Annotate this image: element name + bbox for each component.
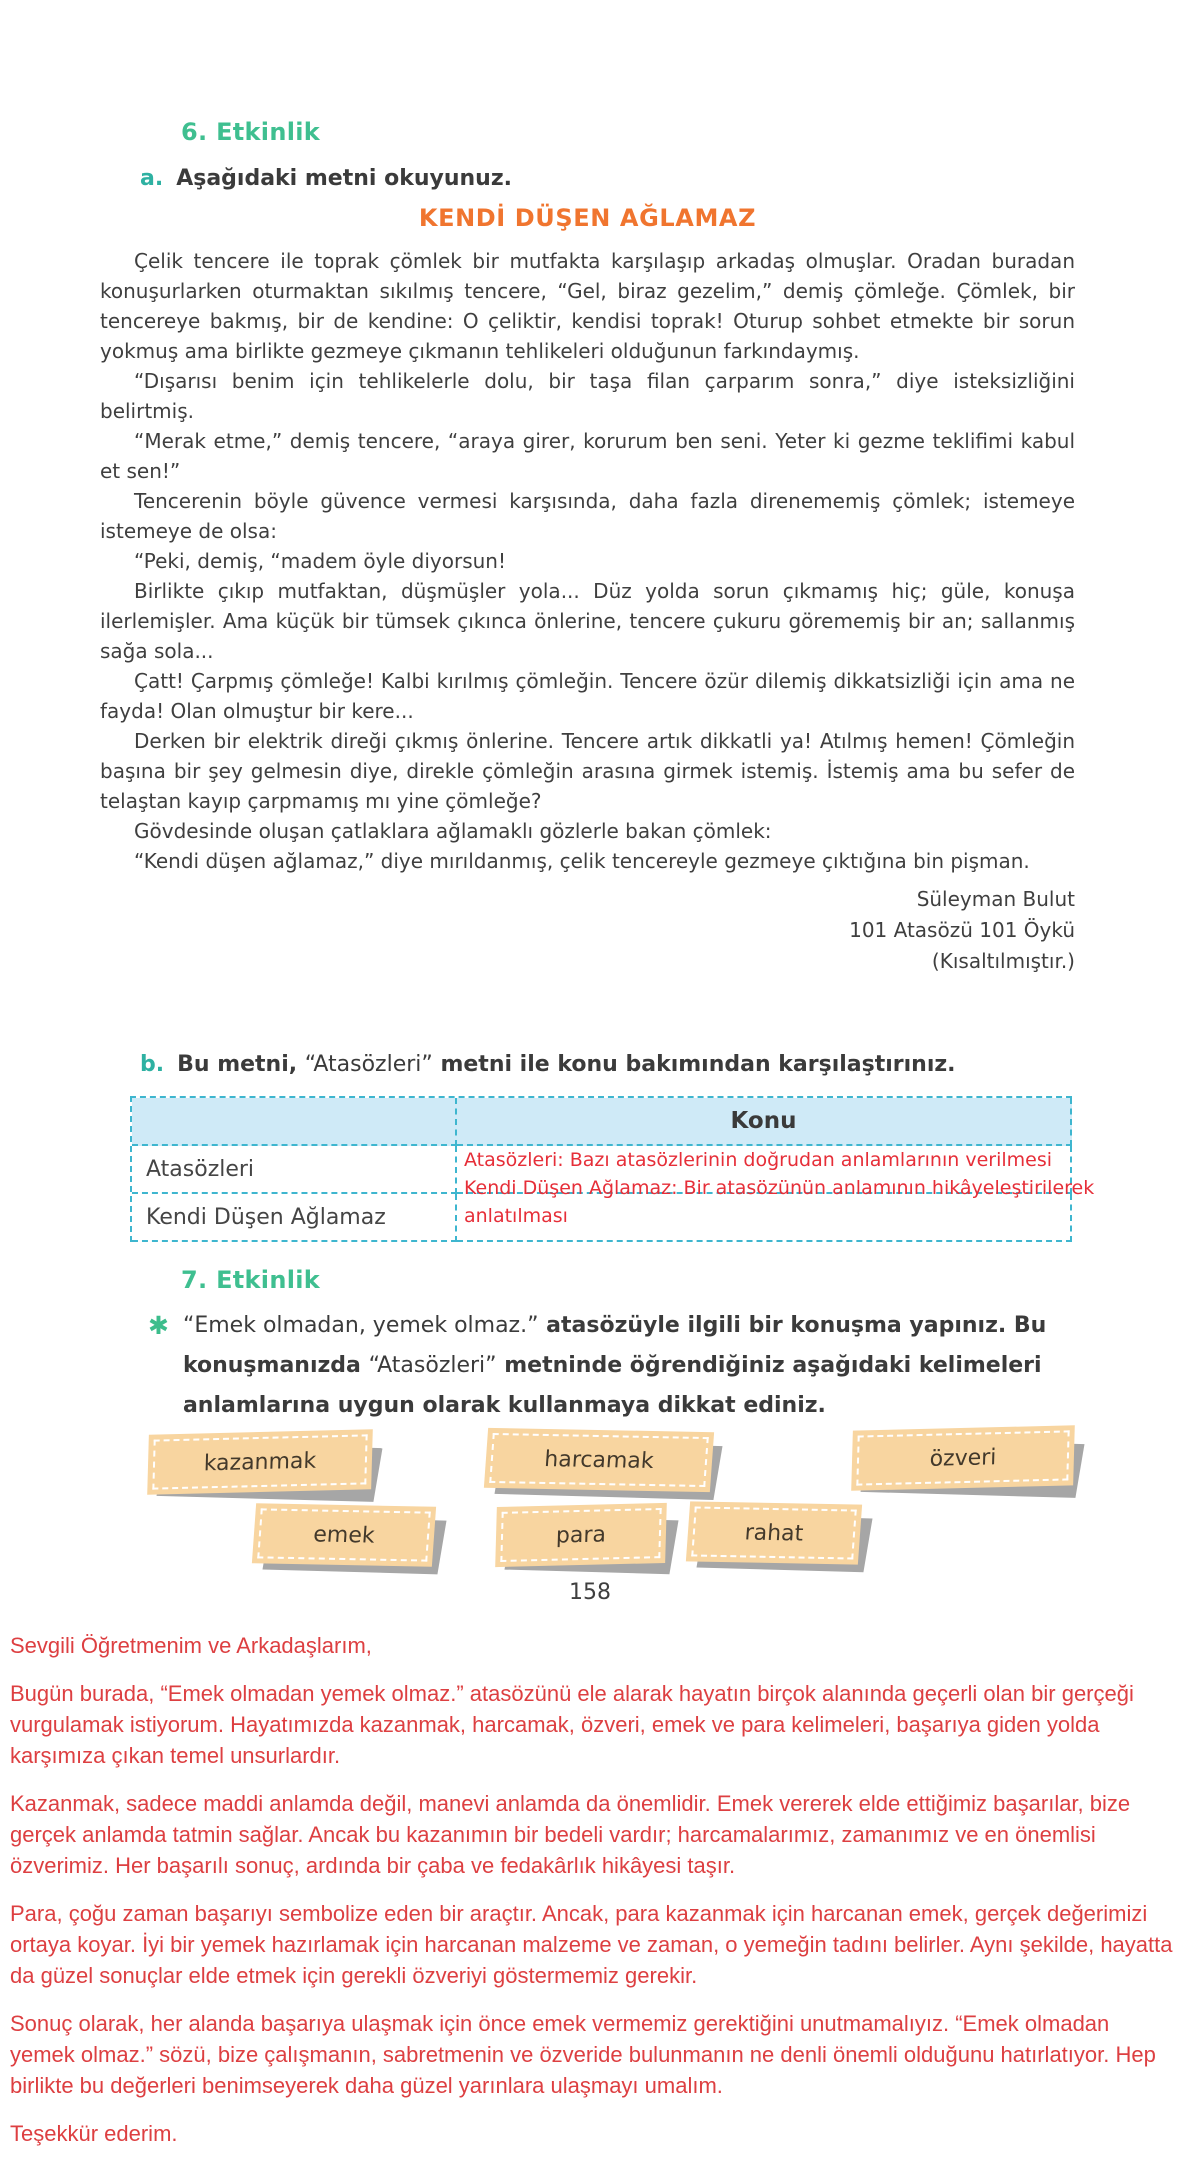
attribution-note: (Kısaltılmıştır.) <box>931 949 1075 973</box>
speech-salutation: Sevgili Öğretmenim ve Arkadaşlarım, <box>10 1633 372 1658</box>
table-header-konu: Konu <box>457 1098 1072 1146</box>
tag-body <box>484 1428 714 1492</box>
tag-label: para <box>555 1521 607 1549</box>
story-title: KENDİ DÜŞEN AĞLAMAZ <box>418 204 757 232</box>
speech-paragraph: Para, çoğu zaman başarıyı sembolize eden bir araçtır. Ancak, para kazanmak için harcanan emek, gerçek değerimizi ortaya koyar. İyi bir yemek hazırlamak için harcanan malzeme ve zaman, o yemeğin tadını belirler. Aynı şekilde, hayatta da güzel sonuçlar elde etmek için gerekli özveriyi göstermemiz gerekir. <box>10 1901 1173 1988</box>
speech-paragraph: Sonuç olarak, her alanda başarıya ulaşmak için önce emek vermemiz gerektiğini unutmamalıyız. “Emek olmadan yemek olmaz.” sözü, bize çalışmanın, sabretmenin ve özveride bulunmanın ne denli önemli olduğunu hatırlatıyor. Hep birlikte bu değerleri benimseyerek daha güzel yarınlara ulaşmayı umalım. <box>10 2011 1156 2098</box>
activity-6-heading: 6. Etkinlik <box>181 118 321 146</box>
tag-body <box>252 1503 436 1566</box>
story-paragraph: “Kendi düşen ağlamaz,” diye mırıldanmış, çelik tencereyle gezmeye çıktığına bin pişman. <box>134 849 1030 873</box>
answer-line: Kendi Düşen Ağlamaz: Bir atasözünün anlamının hikâyeleştirilerek <box>464 1177 1095 1199</box>
tag-label: rahat <box>743 1519 805 1547</box>
table-row-label-atasozleri: Atasözleri <box>132 1146 457 1194</box>
tag-label: özveri <box>929 1444 997 1472</box>
activity-7-instruction <box>148 1306 1078 1426</box>
star-bullet-icon: ✱ <box>148 1311 169 1340</box>
answer-line: Atasözleri: Bazı atasözlerinin doğrudan anlamlarının verilmesi <box>464 1149 1053 1171</box>
table-row-label-kendi-dusen-aglamaz: Kendi Düşen Ağlamaz <box>132 1194 457 1242</box>
quoted-text-title: “Atasözleri” <box>368 1353 497 1378</box>
story-paragraph: “Merak etme,” demiş tencere, “araya girer, korurum ben seni. Yeter ki gezme teklifimi kabul et sen!” <box>100 429 1075 483</box>
word-tag-kazanmak <box>148 1432 372 1492</box>
item-b-quoted-title: “Atasözleri” <box>304 1052 433 1077</box>
word-tag-rahat <box>688 1503 860 1563</box>
handwritten-answer <box>464 1146 1104 1230</box>
story-paragraph: “Peki, demiş, “madem öyle diyorsun! <box>134 549 506 573</box>
comparison-table <box>130 1096 1095 1240</box>
story-paragraph: Çelik tencere ile toprak çömlek bir mutfakta karşılaşıp arkadaş olmuşlar. Oradan buradan konuşurlarken oturmaktan sıkılmış tencere, “Gel, biraz gezelim,” demiş çömleğe. Çömlek, bir tencereye bakmış, bir de kendine: O çeliktir, kendisi toprak! Oturup sohbet etmekte bir sorun yokmuş ama birlikte gezmeye çıkmanın tehlikeleri olduğunun farkındaymış. <box>100 249 1075 363</box>
story-text <box>100 246 1075 977</box>
activity-7-instruction-text: “Emek olmadan, yemek olmaz.” atasözüyle ilgili bir konuşma yapınız. Bu konuşmanızda “Atasözleri” metninde öğrendiğiniz aşağıdaki kelimeleri anlamlarına uygun olarak kullanmaya dikkat ediniz. <box>182 1313 1047 1418</box>
tag-body <box>147 1429 373 1495</box>
story-paragraph: “Dışarısı benim için tehlikelerle dolu, bir taşa filan çarparım sonra,” diye isteksizliğini belirtmiş. <box>100 369 1075 423</box>
tag-label: emek <box>312 1521 376 1549</box>
word-tag-harcamak <box>486 1430 712 1490</box>
story-paragraph: Derken bir elektrik direği çıkmış önlerine. Tencere artık dikkatli ya! Atılmış hemen! Çömleğin başına bir şey gelmesin diye, direkle çömleğin arasına girmek istemiş. İstemiş ama bu sefer de telaştan kayıp çarpmamış mı yine çömleğe? <box>100 729 1075 813</box>
item-a-marker: a. <box>140 166 164 191</box>
story-paragraph: Çatt! Çarpmış çömleğe! Kalbi kırılmış çömleğin. Tencere özür dilemiş dikkatsizliği için ama ne fayda! Olan olmuştur bir kere... <box>100 669 1075 723</box>
tag-body <box>495 1503 667 1567</box>
quoted-proverb: “Emek olmadan, yemek olmaz.” <box>182 1313 539 1338</box>
page-number: 158 <box>569 1580 611 1605</box>
student-speech-text <box>10 1630 1174 2166</box>
activity-7-heading: 7. Etkinlik <box>181 1266 321 1294</box>
item-b-text: Bu metni, “Atasözleri” metni ile konu bakımından karşılaştırınız. <box>177 1052 956 1077</box>
word-tag-para <box>496 1505 666 1565</box>
word-tag-ozveri <box>852 1428 1074 1488</box>
answer-line: anlatılması <box>464 1205 568 1227</box>
tag-body <box>851 1425 1075 1490</box>
speech-paragraph: Kazanmak, sadece maddi anlamda değil, manevi anlamda da önemlidir. Emek vererek elde ettiğimiz başarılar, bize gerçek anlamda tatmin sağlar. Ancak bu kazanımın bir bedeli vardır; harcamalarımız, zamanımız ve en önemlisi özverimiz. Her başarılı sonuç, ardında bir çaba ve fedakârlık hikâyesi taşır. <box>10 1791 1131 1878</box>
speech-paragraph: Bugün burada, “Emek olmadan yemek olmaz.” atasözünü ele alarak hayatın birçok alanında geçerli olan bir gerçeği vurgulamak istiyorum. Hayatımızda kazanmak, harcamak, özveri, emek ve para kelimeleri, başarıya giden yolda karşımıza çıkan temel unsurlardır. <box>10 1681 1134 1768</box>
speech-closing: Teşekkür ederim. <box>10 2121 178 2146</box>
attribution-author: Süleyman Bulut <box>916 887 1075 911</box>
attribution-source: 101 Atasözü 101 Öykü <box>849 918 1075 942</box>
story-attribution <box>100 884 1075 977</box>
story-paragraph: Gövdesinde oluşan çatlaklara ağlamaklı gözlerle bakan çömlek: <box>134 819 772 843</box>
story-paragraph: Tencerenin böyle güvence vermesi karşısında, daha fazla direnememiş çömlek; istemeye istemeye de olsa: <box>100 489 1075 543</box>
item-a-text: Aşağıdaki metni okuyunuz. <box>176 166 513 191</box>
item-b-marker: b. <box>140 1052 165 1077</box>
table-header-empty-cell <box>132 1098 457 1146</box>
item-a-instruction <box>140 166 512 191</box>
tag-label: kazanmak <box>203 1448 317 1476</box>
story-paragraph: Birlikte çıkıp mutfaktan, düşmüşler yola... Düz yolda sorun çıkmamış hiç; güle, konuşa ilerlemişler. Ama küçük bir tümsek çıkınca önlerine, tencere çukuru görememiş bir an; sallanmış sağa sola... <box>100 579 1075 663</box>
item-b-instruction <box>140 1052 1100 1077</box>
word-tag-emek <box>254 1505 434 1565</box>
tag-label: harcamak <box>543 1446 655 1474</box>
tag-body <box>686 1501 862 1564</box>
